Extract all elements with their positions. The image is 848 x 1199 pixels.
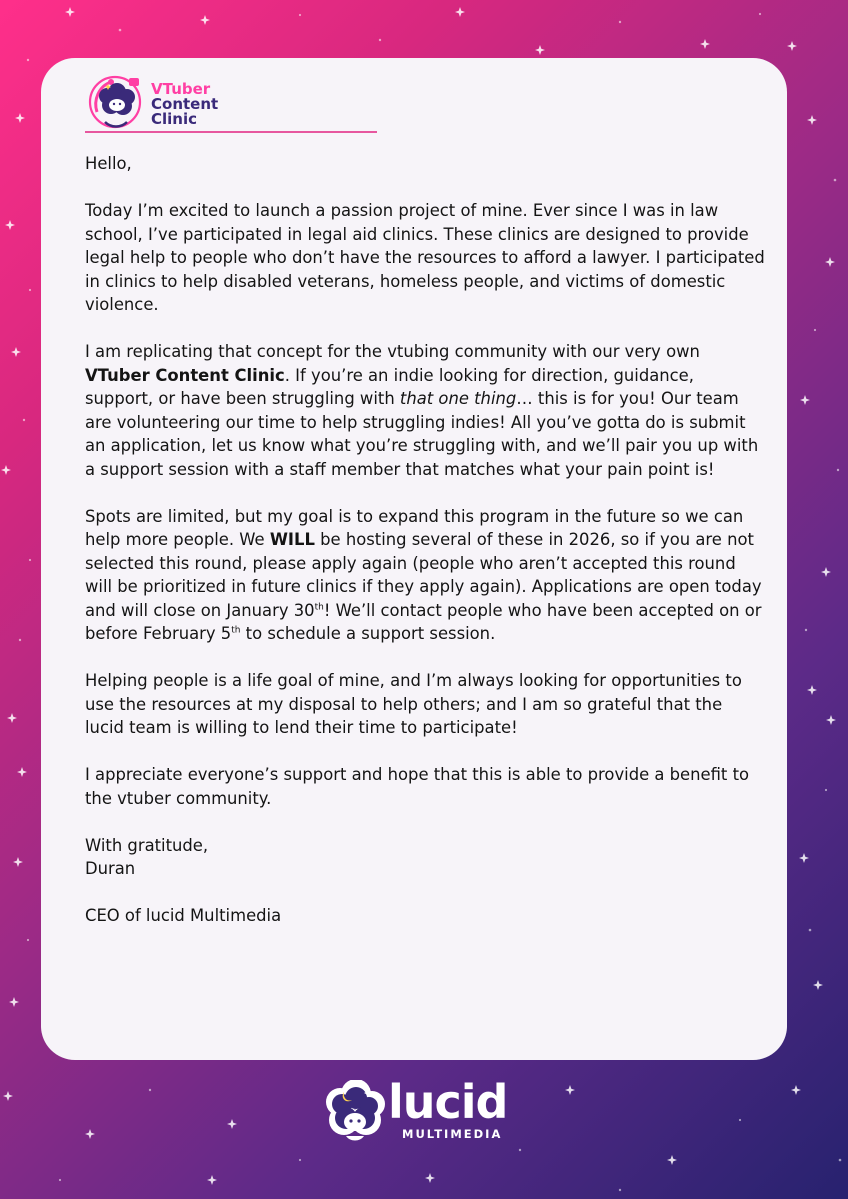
emphasis-italic: that one thing xyxy=(399,389,517,408)
star-icon xyxy=(791,1085,801,1095)
star-icon xyxy=(787,41,797,51)
text-span: Spots are limited, but my goal is to expand this program in the future so we can help more people. We xyxy=(85,506,744,549)
multimedia-wordmark: MULTIMEDIA xyxy=(402,1127,503,1141)
star-icon xyxy=(455,7,465,17)
clinic-word-line-1: VTuber xyxy=(151,80,211,98)
lucid-mascot-icon xyxy=(322,1080,386,1148)
star-icon xyxy=(17,767,27,777)
star-icon xyxy=(807,115,817,125)
star-icon xyxy=(9,997,19,1007)
paragraph-intro: Today I’m excited to launch a passion project of mine. Ever since I was in law school, I’ve participated in legal aid clinics. These clinics are designed to provide legal help to people who don’t have the resources to afford a lawyer. I participated in clinics to help disabled veterans, homeless people, and victims of domestic violence. xyxy=(85,201,765,314)
text-span: . If you’re an indie looking for direction, guidance, support, or have been struggling with xyxy=(85,365,694,408)
star-icon xyxy=(700,39,710,49)
star-icon xyxy=(800,395,810,405)
star-icon xyxy=(3,1091,13,1101)
star-icon xyxy=(565,1085,575,1095)
star-icon xyxy=(807,685,817,695)
star-icon xyxy=(85,1129,95,1139)
clinic-name-bold: VTuber Content Clinic xyxy=(85,365,285,385)
signature-name: Duran xyxy=(85,859,136,878)
star-icon xyxy=(535,45,545,55)
star-icon xyxy=(826,715,836,725)
greeting: Hello, xyxy=(85,154,132,173)
will-bold: WILL xyxy=(269,530,315,549)
star-icon xyxy=(207,1175,217,1185)
clinic-wordmark xyxy=(151,82,291,127)
signature-title: CEO of lucid Multimedia xyxy=(85,906,282,925)
letter-body xyxy=(85,152,765,951)
star-icon xyxy=(13,857,23,867)
text-span: ! We’ll contact people who have been accepted on or before February 5 xyxy=(85,600,762,643)
text-span: … this is for you! Our team are volunteering our time to help struggling indies! All you’ve gotta do is submit an application, let us know what you’re struggling with, and we’ll pair you up with a support session with a staff member that matches what your pain point is! xyxy=(85,389,759,479)
ordinal-suffix: th xyxy=(231,625,241,636)
star-icon xyxy=(11,347,21,357)
star-icon xyxy=(7,713,17,723)
clinic-word-line-2: Content xyxy=(151,95,219,113)
star-icon xyxy=(425,1173,435,1183)
text-span: be hosting several of these in 2026, so if you are not selected this round, please apply again (people who aren’t accepted this round will be prioritized in future clinics if they apply again). Applications are open today and will close on January 30 xyxy=(85,530,762,620)
star-icon xyxy=(15,113,25,123)
lucid-wordmark: lucid xyxy=(388,1075,508,1129)
text-span: I am replicating that concept for the vtubing community with our very own xyxy=(85,342,700,361)
paragraph-dates xyxy=(85,505,765,646)
clinic-word-line-3: Clinic xyxy=(151,110,198,128)
ordinal-suffix: th xyxy=(314,602,324,613)
star-icon xyxy=(1,465,11,475)
paragraph-clinic-concept xyxy=(85,340,765,481)
letter-card xyxy=(41,58,787,1060)
star-icon xyxy=(200,15,210,25)
star-icon xyxy=(5,220,15,230)
star-icon xyxy=(667,1155,677,1165)
paragraph-thanks: I appreciate everyone’s support and hope that this is able to provide a benefit to the vtuber community. xyxy=(85,765,750,808)
vtuber-content-clinic-logo xyxy=(85,72,385,134)
star-icon xyxy=(813,980,823,990)
header-divider xyxy=(85,131,377,133)
star-icon xyxy=(821,567,831,577)
star-icon xyxy=(825,257,835,267)
lucid-multimedia-logo xyxy=(322,1075,522,1150)
star-icon xyxy=(65,7,75,17)
text-span: to schedule a support session. xyxy=(240,624,496,643)
star-icon xyxy=(799,853,809,863)
paragraph-goal: Helping people is a life goal of mine, and I’m always looking for opportunities to use the resources at my disposal to help others; and I am so grateful that the lucid team is willing to lend their time to participate! xyxy=(85,671,742,737)
clinic-mascot-icon xyxy=(85,72,149,134)
star-icon xyxy=(227,1119,237,1129)
closing: With gratitude, xyxy=(85,835,209,855)
